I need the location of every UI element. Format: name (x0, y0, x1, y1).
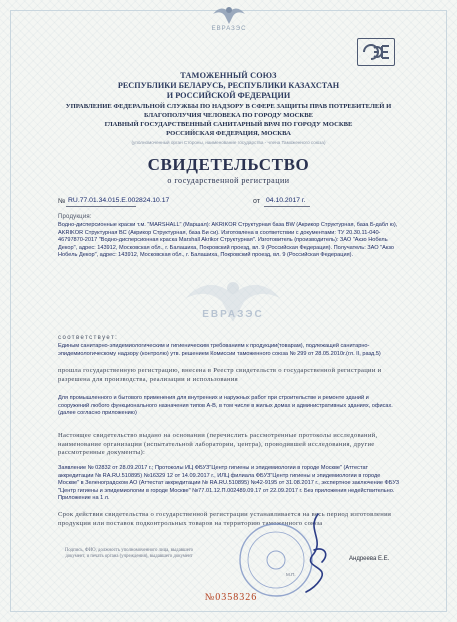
watermark-label: ЕВРАЗЭС (202, 309, 264, 320)
date-label: от (253, 198, 260, 205)
usage-text: Для промышленного и бытового применения для внутренних и наружных работ при строительстве и ремонте зданий и сооружений любого функционального назначения типов А-В, в том числе в жилых домах и административных зданиях, офисах. (далее согласно приложению) (58, 395, 393, 417)
document-title: СВИДЕТЕЛЬСТВО (147, 155, 310, 174)
eac-mark-icon (357, 38, 395, 66)
union-line-2: РЕСПУБЛИКИ БЕЛАРУСЬ, РЕСПУБЛИКИ КАЗАХСТАН (117, 81, 340, 90)
number-underline (66, 206, 136, 207)
signature-caption: Подпись, ФИО, должность уполномоченного лица, выдавшего документ, и печать органа (учреждения), выдавшего документ (64, 548, 194, 560)
document-subtitle: о государственной регистрации (167, 176, 290, 185)
authority-line-1: УПРАВЛЕНИЕ ФЕДЕРАЛЬНОЙ СЛУЖБЫ ПО НАДЗОРУ В СФЕРЕ ЗАЩИТЫ ПРАВ ПОТРЕБИТЕЛЕЙ И (65, 103, 392, 110)
conforms-label: соответствует: (58, 335, 119, 341)
serial-number: №0358326 (204, 592, 258, 603)
product-label: Продукция: (58, 214, 92, 220)
eagle-emblem-icon (209, 2, 249, 26)
basis-text: Заявление № 02832 от 28.09.2017 г.; Протоколы ИЦ ФБУЗ"Центр гигиены и эпидемиологии в городе Москве" (Аттестат аккредитации № RA.RU.510895) №16329 12 от 14.09.2017 г., ИЛЦ филиала ФБУЗ"Центр гигиены и эпидемиологии в городе Москве" в Зеленоградском АО (Аттестат аккредитации № RA.RU.510895) №42-9195 от 31.08.2017 г., экспертное заключение ФБУЗ "Центр гигиены и эпидемиологии в городе Москве" №77.01.12.П.002489.09.17 от 22.09.2017 г. Без приложения недействительно. Приложение на 1 л. (58, 465, 400, 502)
date-underline (264, 206, 310, 207)
authority-line-2: БЛАГОПОЛУЧИЯ ЧЕЛОВЕКА ПО ГОРОДУ МОСКВЕ (144, 112, 313, 119)
issue-date: 04.10.2017 г. (266, 197, 306, 204)
union-line-1: ТАМОЖЕННЫЙ СОЮЗ (180, 71, 277, 80)
registration-statement: прошла государственную регистрацию, внесена в Реестр свидетельств о государственной регистрации и разрешена для производства, реализации и использования (58, 367, 382, 383)
signer-name: Андреева Е.Е. (349, 556, 390, 562)
union-line-3: И РОССИЙСКОЙ ФЕДЕРАЦИИ (166, 91, 291, 100)
handwritten-signature-icon (296, 510, 340, 596)
product-text: Водно-дисперсионные краски т.м. "MARSHALL" (Маршал): AKRIKOR Структурная база BW (Акрикор Структурная, база Б-дабл ю), AKRIKOR Структурная BC (Акрикор Структурная, база Би си). Изготовлена в соответствии с документами: ТУ 20.30.11-040-46797870-2017 "Водно-дисперсионная краска Marshall Akrikor Структурная". Изготовитель (производитель): ЗАО "Акзо Нобель Декор", адрес: 143912, Московская обл., г. Балашиха, Покровский проезд, вл. 9 (Российская Федерация). Получатель: ЗАО "Акзо Нобель Декор", адрес: 143912, Московская обл., г. Балашиха, Покровский проезд, вл. 9 (Российская Федерация). (58, 222, 398, 259)
authority-line-3: ГЛАВНЫЙ ГОСУДАРСТВЕННЫЙ САНИТАРНЫЙ ВРАЧ ПО ГОРОДУ МОСКВЕ (104, 121, 353, 128)
validity-text: Срок действия свидетельства о государственной регистрации устанавливается на весь период изготовления продукции или поставок подконтрольных товаров на территорию таможенного союза (58, 511, 392, 527)
conforms-text: Единым санитарно-эпидемиологическим и гигиеническим требованиям к продукции(товарам), подлежащей санитарно-эпидемиологическому надзору (контролю) утв. решением Комиссии таможенного союза № 299 от 28.05.2010г.(гл. II, разд.5) (58, 343, 381, 357)
basis-label: Настоящее свидетельство выдано на основании (перечислить рассмотренные протоколы исследований, наименование организации (испытательной лаборатории, центра), проводившей исследования, другие рассмотренные документы): (58, 432, 378, 457)
emblem-label: ЕВРАЗЭС (211, 26, 247, 32)
authority-block (40, 102, 417, 138)
stamp-place-label: М.П. (286, 572, 296, 577)
registration-number: RU.77.01.34.015.Е.002824.10.17 (68, 197, 170, 204)
authority-hint: (уполномоченный орган Стороны, наименование государства - члена Таможенного союза) (131, 140, 326, 145)
authority-line-4: РОССИЙСКАЯ ФЕДЕРАЦИЯ, МОСКВА (166, 130, 291, 137)
number-label: № (58, 198, 66, 205)
